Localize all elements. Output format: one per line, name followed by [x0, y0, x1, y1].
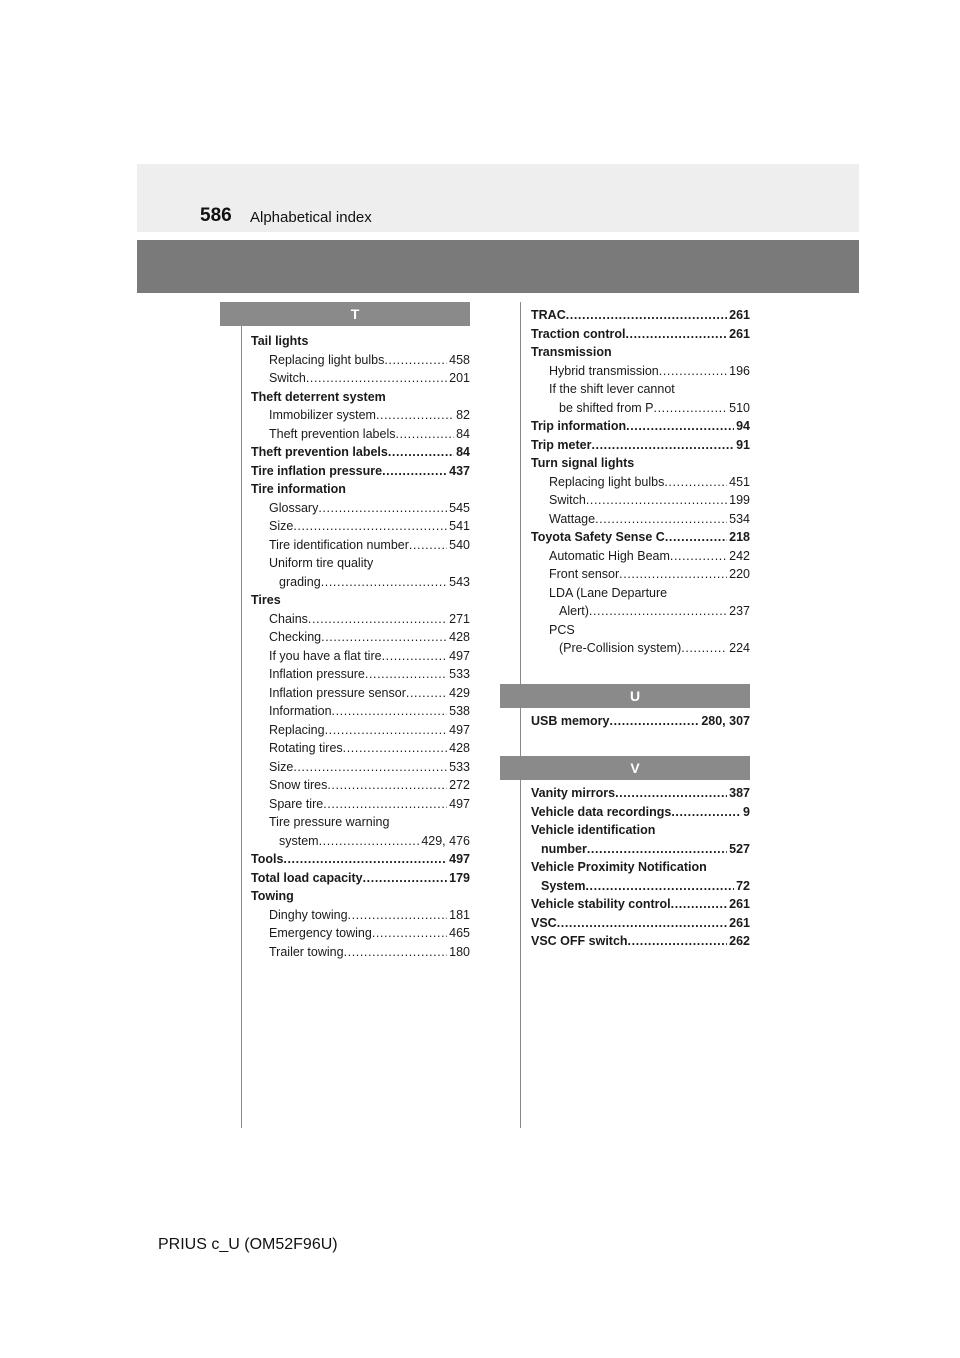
index-entry: [240, 517, 470, 536]
index-entry-term: Tire identification number: [269, 537, 409, 552]
index-entry-term: Theft prevention labels: [251, 445, 388, 459]
left-column: [240, 302, 470, 961]
index-entry-leader: [382, 647, 448, 666]
index-entry-term: Vehicle Proximity Notification: [531, 860, 707, 874]
index-entry: [240, 887, 470, 906]
index-entry-leader: [344, 943, 448, 962]
index-entry-page[interactable]: 94: [736, 419, 750, 433]
index-list-v: [520, 784, 750, 951]
index-entry-leader: [332, 702, 448, 721]
index-entry: [520, 306, 750, 325]
index-entry-leader: [587, 840, 727, 859]
index-entry: [520, 417, 750, 436]
index-entry-term: Information: [269, 704, 332, 718]
index-entry-leader: [670, 547, 727, 566]
index-list-t: [240, 332, 470, 961]
index-entry-page[interactable]: 510: [729, 400, 750, 415]
index-entry-page[interactable]: 220: [729, 567, 750, 581]
index-entry-page[interactable]: 545: [449, 500, 470, 515]
index-entry-leader: [665, 528, 727, 547]
index-entry-page[interactable]: 538: [449, 704, 470, 718]
index-entry-leader: [323, 795, 447, 814]
index-entry: [520, 803, 750, 822]
index-entry: [520, 895, 750, 914]
index-entry-term: Toyota Safety Sense C: [531, 530, 665, 544]
index-entry: [520, 712, 750, 731]
header-band: [137, 164, 859, 232]
index-entry-term: LDA (Lane Departure: [549, 585, 668, 600]
index-entry: [240, 739, 470, 758]
index-entry: [520, 454, 750, 473]
index-entry: [240, 369, 470, 388]
index-entry-page[interactable]: 199: [729, 493, 750, 507]
index-entry-leader: [348, 906, 448, 925]
index-entry-term: Size: [269, 519, 294, 533]
index-entry-leader: [625, 325, 727, 344]
index-entry-term: System: [541, 878, 586, 893]
index-entry-term: Glossary: [269, 500, 319, 515]
index-entry-term: Vanity mirrors: [531, 786, 616, 800]
index-entry-page[interactable]: 271: [449, 611, 470, 626]
index-entry-page[interactable]: 272: [449, 778, 470, 792]
index-entry-leader: [365, 665, 447, 684]
index-entry-term: Trip information: [531, 419, 627, 433]
index-entry-page[interactable]: 242: [729, 548, 750, 563]
index-entry-term: Emergency towing: [269, 926, 372, 940]
index-entry-term: Vehicle data recordings: [531, 804, 672, 819]
index-entry-term: Alert): [559, 604, 589, 618]
index-entry-page[interactable]: 428: [449, 741, 470, 755]
index-entry-leader: [610, 712, 700, 731]
index-entry: [520, 914, 750, 933]
index-entry-term: VSC: [531, 915, 557, 930]
index-entry: [520, 510, 750, 529]
index-entry-leader: [591, 436, 734, 455]
index-list-u: [520, 712, 750, 731]
index-entry: [520, 380, 750, 399]
index-entry-page[interactable]: 429, 476: [421, 833, 470, 848]
index-entry: [520, 602, 750, 621]
index-entry-term: Automatic High Beam: [549, 548, 670, 563]
index-entry-term: Traction control: [531, 326, 626, 341]
index-entry-leader: [343, 739, 447, 758]
index-entry: [240, 591, 470, 610]
index-entry: [520, 584, 750, 603]
index-entry-page[interactable]: 458: [449, 352, 470, 367]
index-entry: [240, 480, 470, 499]
section-header-t: T: [220, 302, 470, 326]
index-entry-term: Inflation pressure: [269, 667, 365, 681]
index-entry: [240, 610, 470, 629]
index-entry-term: Tire information: [251, 482, 346, 496]
index-entry-term: Uniform tire quality: [269, 556, 374, 570]
index-entry: [240, 869, 470, 888]
index-entry-leader: [318, 499, 447, 518]
index-entry-term: grading: [279, 574, 321, 589]
index-entry-leader: [589, 602, 727, 621]
index-entry-term: Theft prevention labels: [269, 426, 396, 441]
index-entry-page[interactable]: 451: [729, 474, 750, 489]
index-entry-term: Tire inflation pressure: [251, 463, 383, 478]
index-entry: [240, 443, 470, 462]
index-entry-leader: [293, 758, 447, 777]
page-number: 586: [200, 205, 232, 226]
index-entry: [240, 795, 470, 814]
index-entry-page[interactable]: 497: [449, 852, 470, 866]
index-entry: [240, 554, 470, 573]
index-entry: [520, 491, 750, 510]
index-entry-leader: [557, 914, 727, 933]
index-entry: [240, 425, 470, 444]
index-entry-page[interactable]: 181: [449, 907, 470, 922]
index-entry-term: Transmission: [531, 345, 612, 359]
index-entry-page[interactable]: 218: [729, 530, 750, 544]
index-entry-term: Vehicle stability control: [531, 897, 671, 911]
index-entry-term: Tire pressure warning: [269, 815, 390, 829]
index-entry-page[interactable]: 179: [449, 870, 470, 885]
index-entry: [520, 858, 750, 877]
index-entry-leader: [388, 443, 454, 462]
index-entry-term: Replacing: [269, 722, 325, 737]
index-entry-page[interactable]: 261: [729, 326, 750, 341]
index-entry: [520, 547, 750, 566]
index-entry: [240, 924, 470, 943]
index-entry-page[interactable]: 541: [449, 519, 470, 533]
index-entry: [520, 821, 750, 840]
index-entry-leader: [372, 924, 447, 943]
index-entry: [520, 362, 750, 381]
index-entry: [240, 702, 470, 721]
index-entry-leader: [325, 721, 448, 740]
index-entry-page[interactable]: 261: [729, 915, 750, 930]
index-entry: [520, 325, 750, 344]
index-entry-leader: [615, 784, 727, 803]
index-entry: [240, 499, 470, 518]
index-entry-leader: [395, 425, 454, 444]
index-entry: [520, 399, 750, 418]
index-entry-leader: [363, 869, 448, 888]
page-title: Alphabetical index: [250, 209, 372, 226]
index-entry: [520, 565, 750, 584]
index-entry-leader: [619, 565, 727, 584]
index-entry-term: Turn signal lights: [531, 456, 635, 470]
index-entry-term: Wattage: [549, 511, 596, 526]
index-entry-leader: [306, 369, 447, 388]
index-entry-page[interactable]: 196: [729, 363, 750, 378]
index-entry: [520, 621, 750, 640]
index-entry-leader: [283, 850, 447, 869]
index-entry-page[interactable]: 533: [449, 667, 470, 681]
index-entry-leader: [321, 628, 447, 647]
index-entry-term: Trip meter: [531, 437, 592, 452]
index-entry-term: Checking: [269, 630, 322, 644]
index-entry-term: Tires: [251, 593, 281, 607]
index-entry-page[interactable]: 280, 307: [701, 713, 750, 728]
index-entry-page[interactable]: 437: [449, 463, 470, 478]
index-entry-page[interactable]: 540: [449, 537, 470, 552]
index-entry: [520, 639, 750, 658]
index-entry: [240, 332, 470, 351]
index-entry-leader: [327, 776, 447, 795]
index-entry-term: Immobilizer system: [269, 408, 376, 422]
index-entry-page[interactable]: 465: [449, 926, 470, 940]
index-entry-term: Trailer towing: [269, 944, 344, 959]
index-entry-leader: [382, 462, 447, 481]
index-entry-term: Spare tire: [269, 796, 324, 811]
index-entry-page[interactable]: 497: [449, 722, 470, 737]
index-list-t-cont: [520, 306, 750, 658]
index-entry: [240, 665, 470, 684]
index-entry: [520, 840, 750, 859]
index-entry-page[interactable]: 224: [729, 641, 750, 655]
index-entry-leader: [628, 932, 728, 951]
index-entry: [520, 877, 750, 896]
right-column: [520, 302, 750, 951]
index-entry-leader: [659, 362, 727, 381]
index-entry-page[interactable]: 543: [449, 574, 470, 589]
index-entry-page[interactable]: 9: [743, 804, 750, 819]
index-entry: [240, 850, 470, 869]
index-entry-page[interactable]: 237: [729, 604, 750, 618]
index-entry-leader: [409, 536, 447, 555]
index-entry-leader: [671, 895, 728, 914]
index-entry-term: VSC OFF switch: [531, 934, 628, 948]
index-entry: [240, 758, 470, 777]
index-entry-term: Vehicle identification: [531, 823, 656, 837]
index-entry-page[interactable]: 91: [736, 437, 750, 452]
index-entry: [240, 943, 470, 962]
section-header-u: U: [500, 684, 750, 708]
index-entry-page[interactable]: 84: [456, 426, 470, 441]
index-entry-term: be shifted from P: [559, 400, 654, 415]
index-entry-leader: [586, 491, 727, 510]
index-entry-term: If you have a flat tire: [269, 648, 382, 663]
index-entry: [520, 343, 750, 362]
index-entry-page[interactable]: 261: [729, 897, 750, 911]
index-entry: [240, 351, 470, 370]
section-header-v: V: [500, 756, 750, 780]
index-entry: [240, 462, 470, 481]
index-entry-page[interactable]: 429: [449, 685, 470, 700]
index-entry-page[interactable]: 82: [456, 408, 470, 422]
index-entry-leader: [585, 877, 734, 896]
index-entry-page[interactable]: 533: [449, 759, 470, 774]
index-entry-term: Theft deterrent system: [251, 389, 386, 404]
index-entry-term: Switch: [269, 371, 306, 385]
index-entry-term: Tail lights: [251, 334, 309, 348]
index-entry-page[interactable]: 497: [449, 648, 470, 663]
index-entry: [240, 647, 470, 666]
index-entry-page[interactable]: 180: [449, 944, 470, 959]
index-entry-term: Replacing light bulbs: [269, 352, 385, 367]
index-entry: [240, 721, 470, 740]
index-entry-page[interactable]: 72: [736, 878, 750, 893]
index-entry: [520, 436, 750, 455]
index-entry: [240, 813, 470, 832]
index-entry-leader: [595, 510, 727, 529]
index-entry: [240, 388, 470, 407]
index-entry-page[interactable]: 262: [729, 934, 750, 948]
index-entry-leader: [671, 803, 741, 822]
index-entry-term: Towing: [251, 889, 294, 903]
index-entry-page[interactable]: 428: [449, 630, 470, 644]
index-entry-term: Chains: [269, 611, 308, 626]
index-entry: [240, 832, 470, 851]
index-entry-leader: [376, 406, 454, 425]
index-entry-term: Inflation pressure sensor: [269, 685, 406, 700]
index-entry: [520, 473, 750, 492]
index-entry-term: Rotating tires: [269, 741, 343, 755]
header-bar: [137, 240, 859, 293]
index-entry-leader: [384, 351, 447, 370]
index-entry: [240, 906, 470, 925]
index-entry-leader: [319, 832, 420, 851]
index-entry: [240, 776, 470, 795]
index-entry-term: Switch: [549, 493, 586, 507]
index-entry-page[interactable]: 84: [456, 445, 470, 459]
index-entry: [520, 932, 750, 951]
index-entry-term: Replacing light bulbs: [549, 474, 665, 489]
index-entry-page[interactable]: 534: [729, 511, 750, 526]
index-entry-term: number: [541, 841, 587, 856]
index-entry-term: (Pre-Collision system): [559, 641, 682, 655]
index-entry-term: TRAC: [531, 308, 566, 322]
index-entry-term: USB memory: [531, 713, 610, 728]
index-entry-leader: [406, 684, 447, 703]
index-entry-leader: [626, 417, 734, 436]
index-entry-term: Tools: [251, 852, 284, 866]
index-entry-term: Front sensor: [549, 567, 620, 581]
index-entry: [240, 628, 470, 647]
index-entry-leader: [308, 610, 447, 629]
index-entry-page[interactable]: 387: [729, 786, 750, 800]
index-entry: [240, 536, 470, 555]
index-entry-term: Snow tires: [269, 778, 328, 792]
index-entry-page[interactable]: 261: [729, 308, 750, 322]
index-entry-leader: [664, 473, 727, 492]
index-entry-leader: [321, 573, 447, 592]
index-entry-page[interactable]: 527: [729, 841, 750, 856]
index-entry-leader: [654, 399, 728, 418]
index-entry-term: Hybrid transmission: [549, 363, 659, 378]
footer-model-code: PRIUS c_U (OM52F96U): [158, 1236, 338, 1253]
index-entry: [240, 684, 470, 703]
index-entry-leader: [566, 306, 727, 325]
index-entry-term: If the shift lever cannot: [549, 382, 675, 396]
index-entry-leader: [681, 639, 727, 658]
index-entry: [520, 528, 750, 547]
index-entry-term: PCS: [549, 622, 575, 637]
index-entry-page[interactable]: 497: [449, 796, 470, 811]
index-entry: [520, 784, 750, 803]
index-entry: [240, 573, 470, 592]
index-entry-term: Dinghy towing: [269, 907, 348, 922]
index-entry: [240, 406, 470, 425]
index-entry-term: system: [279, 833, 319, 848]
index-entry-leader: [293, 517, 447, 536]
index-entry-term: Total load capacity: [251, 870, 363, 885]
index-entry-page[interactable]: 201: [449, 371, 470, 385]
index-entry-term: Size: [269, 759, 294, 774]
